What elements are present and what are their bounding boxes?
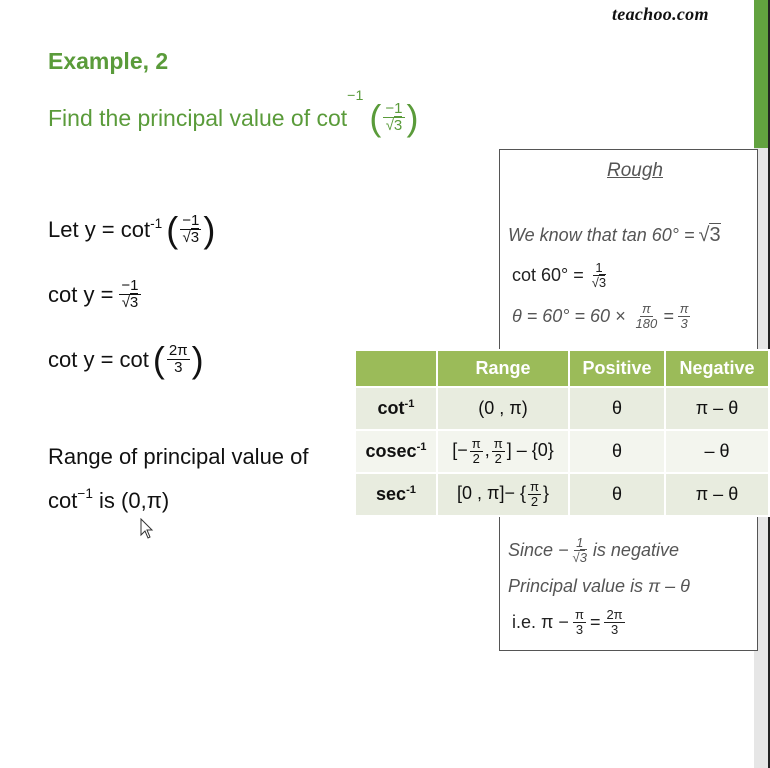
rough-l3-den1: 180 (635, 315, 658, 331)
question-fraction (383, 101, 404, 134)
line1-sup: -1 (150, 216, 163, 231)
row-range: (0 , π) (437, 387, 569, 430)
rough-l2-fraction (590, 261, 608, 290)
question-den-value: 3 (393, 117, 403, 135)
rough-l4-num: 1 (576, 535, 584, 550)
rough-l6-fraction-1 (573, 608, 586, 637)
line1-prefix: Let y = cot (48, 217, 151, 242)
question-den: √3 (385, 117, 403, 135)
line1-den: √3 (182, 229, 200, 247)
row-function-sup: -1 (406, 484, 416, 496)
progress-indicator-bar (754, 0, 768, 148)
rough-l6-prefix: i.e. π − (512, 611, 569, 632)
rough-l3-num2: π (679, 301, 689, 316)
table-header-row (355, 350, 769, 387)
rough-line-5 (508, 576, 690, 597)
rough-l6-eq: = (589, 611, 601, 632)
rough-l3-eq: = (663, 305, 674, 326)
rough-line-4 (508, 536, 679, 565)
row-function-sup: -1 (404, 398, 415, 410)
row-negative: π – θ (665, 473, 769, 516)
row-positive: θ (569, 387, 665, 430)
rough-line-6 (512, 608, 627, 637)
header-blank (355, 350, 437, 387)
open-paren: ( (166, 209, 179, 250)
row-positive: θ (569, 430, 665, 473)
rough-l3-fraction-2 (678, 302, 691, 331)
rough-line-2 (512, 261, 610, 290)
rough-l1-sqrt: √3 (698, 224, 721, 246)
solution-line-2 (48, 278, 143, 311)
line3-fraction (167, 343, 190, 376)
brand-logo: teachoo.com (612, 4, 709, 24)
range-num-2: π (493, 436, 503, 452)
range-num-1: π (471, 436, 481, 452)
solution-line-5 (48, 488, 169, 514)
rough-l4-den-value: 3 (579, 549, 587, 565)
range-den-1: 2 (530, 493, 539, 509)
line2-fraction (119, 278, 140, 311)
rough-l6-num1: π (574, 607, 584, 622)
range-part-c: } (542, 483, 549, 504)
rough-l3-num1: π (642, 301, 651, 316)
row-function-name: cot (377, 398, 405, 418)
example-title: Example, 2 (48, 48, 169, 74)
rough-l6-num2: 2π (606, 607, 623, 622)
line3-prefix: cot y = cot (48, 347, 149, 372)
row-function-name: cosec (365, 441, 417, 461)
range-fraction-1 (528, 480, 541, 509)
rough-l1-prefix: We know that tan 60° = (508, 225, 695, 245)
line1-fraction (180, 213, 201, 246)
rough-line-1 (508, 224, 721, 247)
rough-l3-den2: 3 (680, 315, 688, 331)
rough-l2-den-value: 3 (598, 274, 607, 290)
solution-line-1 (48, 209, 216, 250)
close-paren: ) (406, 97, 419, 138)
rough-line-3 (512, 302, 692, 331)
row-range (437, 430, 569, 473)
range-fraction-1 (470, 437, 483, 466)
rough-heading: Rough (607, 160, 663, 181)
open-paren: ( (369, 97, 382, 138)
close-paren: ) (191, 339, 204, 380)
rough-l6-fraction-2 (604, 608, 624, 637)
line2-num: −1 (121, 277, 139, 294)
rough-l6-den2: 3 (610, 621, 619, 637)
range-fraction-2 (492, 437, 505, 466)
solution-line-4 (48, 444, 309, 470)
row-negative: π – θ (665, 387, 769, 430)
line3-num: 2π (168, 342, 188, 360)
rough-l4-suffix: is negative (592, 539, 679, 560)
rough-l4-prefix: Since − (508, 539, 569, 560)
header-negative: Negative (665, 350, 769, 387)
question-text (48, 88, 419, 138)
rough-l2-den: √3 (591, 274, 607, 290)
range-part-a: [0 , π]− { (457, 483, 526, 504)
line3-den: 3 (174, 359, 183, 377)
row-range (437, 473, 569, 516)
line5-suffix: is (0,π) (92, 488, 170, 513)
rough-l2-prefix: cot 60° = (512, 264, 584, 285)
question-num: −1 (385, 100, 403, 118)
row-negative: – θ (665, 430, 769, 473)
line5-sup: −1 (77, 486, 93, 501)
line1-den-value: 3 (190, 229, 200, 247)
line2-den-value: 3 (129, 293, 139, 311)
rough-l4-fraction (571, 536, 589, 565)
range-part-b: , (484, 440, 490, 461)
range-den-1: 2 (472, 450, 480, 466)
range-num-1: π (529, 479, 539, 495)
range-part-c: ] – {0} (506, 440, 554, 461)
range-table (354, 349, 770, 517)
close-paren: ) (203, 209, 216, 250)
question-sup: −1 (347, 88, 364, 104)
rough-l3-fraction-1 (634, 302, 660, 331)
rough-l3-prefix: θ = 60° = 60 × (512, 305, 626, 326)
rough-l1-rad: 3 (709, 224, 721, 246)
line5-prefix: cot (48, 488, 78, 513)
range-den-2: 2 (494, 450, 502, 466)
row-function (355, 387, 437, 430)
header-range: Range (437, 350, 569, 387)
line2-prefix: cot y = (48, 281, 114, 307)
line2-den: √3 (121, 293, 139, 311)
row-function (355, 430, 437, 473)
rough-l4-den: √3 (572, 549, 587, 565)
rough-l5: Principal value is π – θ (508, 576, 690, 596)
table-row (355, 473, 769, 516)
row-positive: θ (569, 473, 665, 516)
range-part-a: [− (452, 440, 468, 461)
header-positive: Positive (569, 350, 665, 387)
table-row (355, 430, 769, 473)
solution-line-3 (48, 339, 204, 380)
row-function-name: sec (376, 484, 407, 504)
table-row (355, 387, 769, 430)
row-function-sup: -1 (416, 441, 427, 453)
open-paren: ( (152, 339, 165, 380)
row-function (355, 473, 437, 516)
line1-num: −1 (182, 212, 200, 230)
question-prefix: Find the principal value of cot (48, 104, 348, 131)
line4-text: Range of principal value of (48, 444, 309, 469)
rough-l6-den1: 3 (575, 621, 584, 637)
rough-l2-num: 1 (595, 260, 603, 275)
